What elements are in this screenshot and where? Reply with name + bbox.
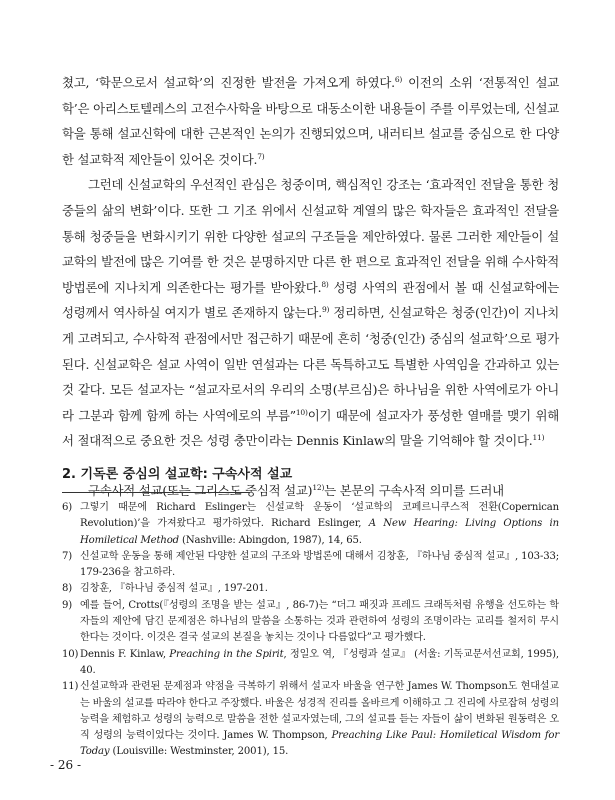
page-number: - 26 -: [50, 758, 82, 772]
footnote-text: 그렇기 때문에 Richard Eslinger는 신설교학 운동이 ‘설교학의 코페르니쿠스적 전환(Copernican Revolution)’을 가져왔다고 평가하였다. Richard Eslinger,: [80, 502, 559, 530]
paragraph-text: 구속사적 설교(또는 그리스도 중심적 설교): [88, 483, 313, 498]
footnote-ref-12[interactable]: 12): [312, 483, 325, 492]
footnote-9: [62, 598, 559, 647]
paragraph-text: 이전의 소위 ‘전통적인 설교학’은 아리스토텔레스의 고전수사학을 바탕으로 대동소이한 내용들이 주를 이루었는데, 신설교학을 통해 설교신학에 대한 근본적인 논의가 진행되었으며, 내러티브 설교를 중심으로 한 다양한 설교학적 제안들이 있어온 것이다.: [62, 75, 559, 167]
footnote-number: 6): [62, 502, 73, 513]
footnote-ref-11[interactable]: 11): [532, 433, 545, 443]
footnote-text: 예를 들어, Crotts(『성령의 조명을 받는 설교』, 86-7)는 “더그 패짓과 프레드 크래독처럼 유행을 선도하는 학자들의 제안에 담긴 문제점은 하나님의 말씀을 소통하는 것과 관련하여 성령의 조명이라는 교리를 철저히 무시한다는 것이다. 이것은 결국 설교의 본질을 놓치는 것이나 다름없다”고 평가했다.: [80, 599, 559, 644]
footnote-ref-6[interactable]: 6): [394, 75, 403, 84]
footnote-ref-9[interactable]: 9): [321, 305, 330, 315]
footnote-8: [62, 581, 559, 597]
footnote-6: [62, 500, 559, 549]
paragraph-text: 이기 때문에 설교자가 풍성한 열매를 맺기 위해서 절대적으로 중요한 것은 성령 충만이라는 Dennis Kinlaw의 말을 기억해야 할 것이다.: [62, 407, 559, 449]
paragraph-text: 는 본문의 구속사적 의미를 드러내: [324, 483, 504, 498]
footnote-divider: [62, 492, 250, 493]
footnote-text: , 정일오 역, 『성령과 설교』 (서울: 기독교문서선교회, 1995), 40.: [80, 648, 559, 676]
footnote-ref-10[interactable]: 10): [295, 407, 308, 417]
footnote-text: 신설교학과 관련된 문제점과 약점을 극복하기 위해서 설교자 바울을 연구한 James W. Thompson도 현대설교는 바울의 설교를 따라야 한다고 주장했다. 바울은 성경적 진리를 올바르게 이해하고 그 진리에 사로잡혀 성령의 능력을 체험하고 성령의 능력으로 말씀을 전한 설교자였는데, 그의 설교를 듣는 자들이 삶이 변화된 원동력은 오직 성령의 능력이었다는 것이다. James W. Thompson,: [80, 681, 559, 742]
footnote-text: (Nashville: Abingdon, 1987), 14, 65.: [178, 534, 362, 546]
paragraph-2: [62, 172, 559, 454]
paragraph-text: 쳤고, ‘학문으로서 설교학’의 진정한 발전을 가져오게 하였다.: [62, 75, 395, 90]
footnote-number: 7): [62, 550, 73, 562]
paragraph-text: 정리하면, 신설교학은 청중(인간)이 지나치게 고려되고, 수사학적 관점에서만 접근하기 때문에 흔히 ‘청중(인간) 중심의 설교학’으로 평가된다. 신설교학은 설교 사역이 일반 연설과는 다른 독특하고도 특별한 사역임을 간과하고 있는 것 같다. 모든 설교자는 “설교자로서의 우리의 소명(부르심)은 하나님을 위한 사역에로가 아니라 그분과 함께 함께 하는 사역에로의 부름”: [62, 305, 559, 423]
footnote-title: A New Hearing: Living Options in Homiletical Method: [80, 518, 559, 546]
footnote-number: 10): [62, 648, 79, 660]
section-heading: 2. 기독론 중심의 설교학: 구속사적 설교: [62, 467, 293, 482]
footnote-number: 9): [62, 599, 73, 611]
footnote-10: [62, 647, 559, 680]
footnote-text: 신설교학 운동을 통해 제안된 다양한 설교의 구조와 방법론에 대해서 김창훈, 『하나님 중심적 설교』, 103-33; 179-236을 참고하라.: [80, 550, 559, 579]
body-text: [62, 70, 559, 454]
footnote-text: 김창훈, 『하나님 중심적 설교』, 197-201.: [80, 583, 268, 595]
footnote-ref-8[interactable]: 8): [321, 279, 329, 289]
footnote-text: (Louisville: Westminster, 2001), 15.: [109, 746, 289, 758]
paragraph-text: 성령 사역의 관점에서 볼 때 신설교학에는 성령께서 역사하실 여지가 별로 존재하지 않는다.: [62, 279, 559, 321]
footnote-7: [62, 549, 559, 582]
section-paragraph: [62, 481, 559, 501]
paragraph-1: [62, 70, 559, 172]
footnote-ref-7[interactable]: 7): [257, 151, 265, 161]
footnote-title: Preaching in the Spirit: [169, 648, 284, 660]
footnote-11: [62, 679, 559, 760]
footnote-number: 8): [62, 583, 73, 595]
footnote-number: 11): [62, 681, 79, 693]
footnote-title: Preaching Like Paul: Homiletical Wisdom for Today: [80, 730, 560, 758]
footnote-text: Dennis F. Kinlaw,: [80, 648, 170, 660]
footnotes-list: [62, 500, 559, 761]
paragraph-text: 그런데 신설교학의 우선적인 관심은 청중이며, 핵심적인 강조는 ‘효과적인 전달을 통한 청중들의 삶의 변화’이다. 또한 그 기조 위에서 신설교학 계열의 많은 학자들은 효과적인 전달을 통해 청중들을 변화시키기 위한 다양한 설교의 구조들을 제안하였다. 물론 그러한 제안들이 설교학의 발전에 많은 기여를 한 것은 분명하지만 다른 한 편으로 효과적인 전달을 위해 수사학적 방법론에 지나치게 의존한다는 평가를 받아왔다.: [62, 177, 559, 295]
